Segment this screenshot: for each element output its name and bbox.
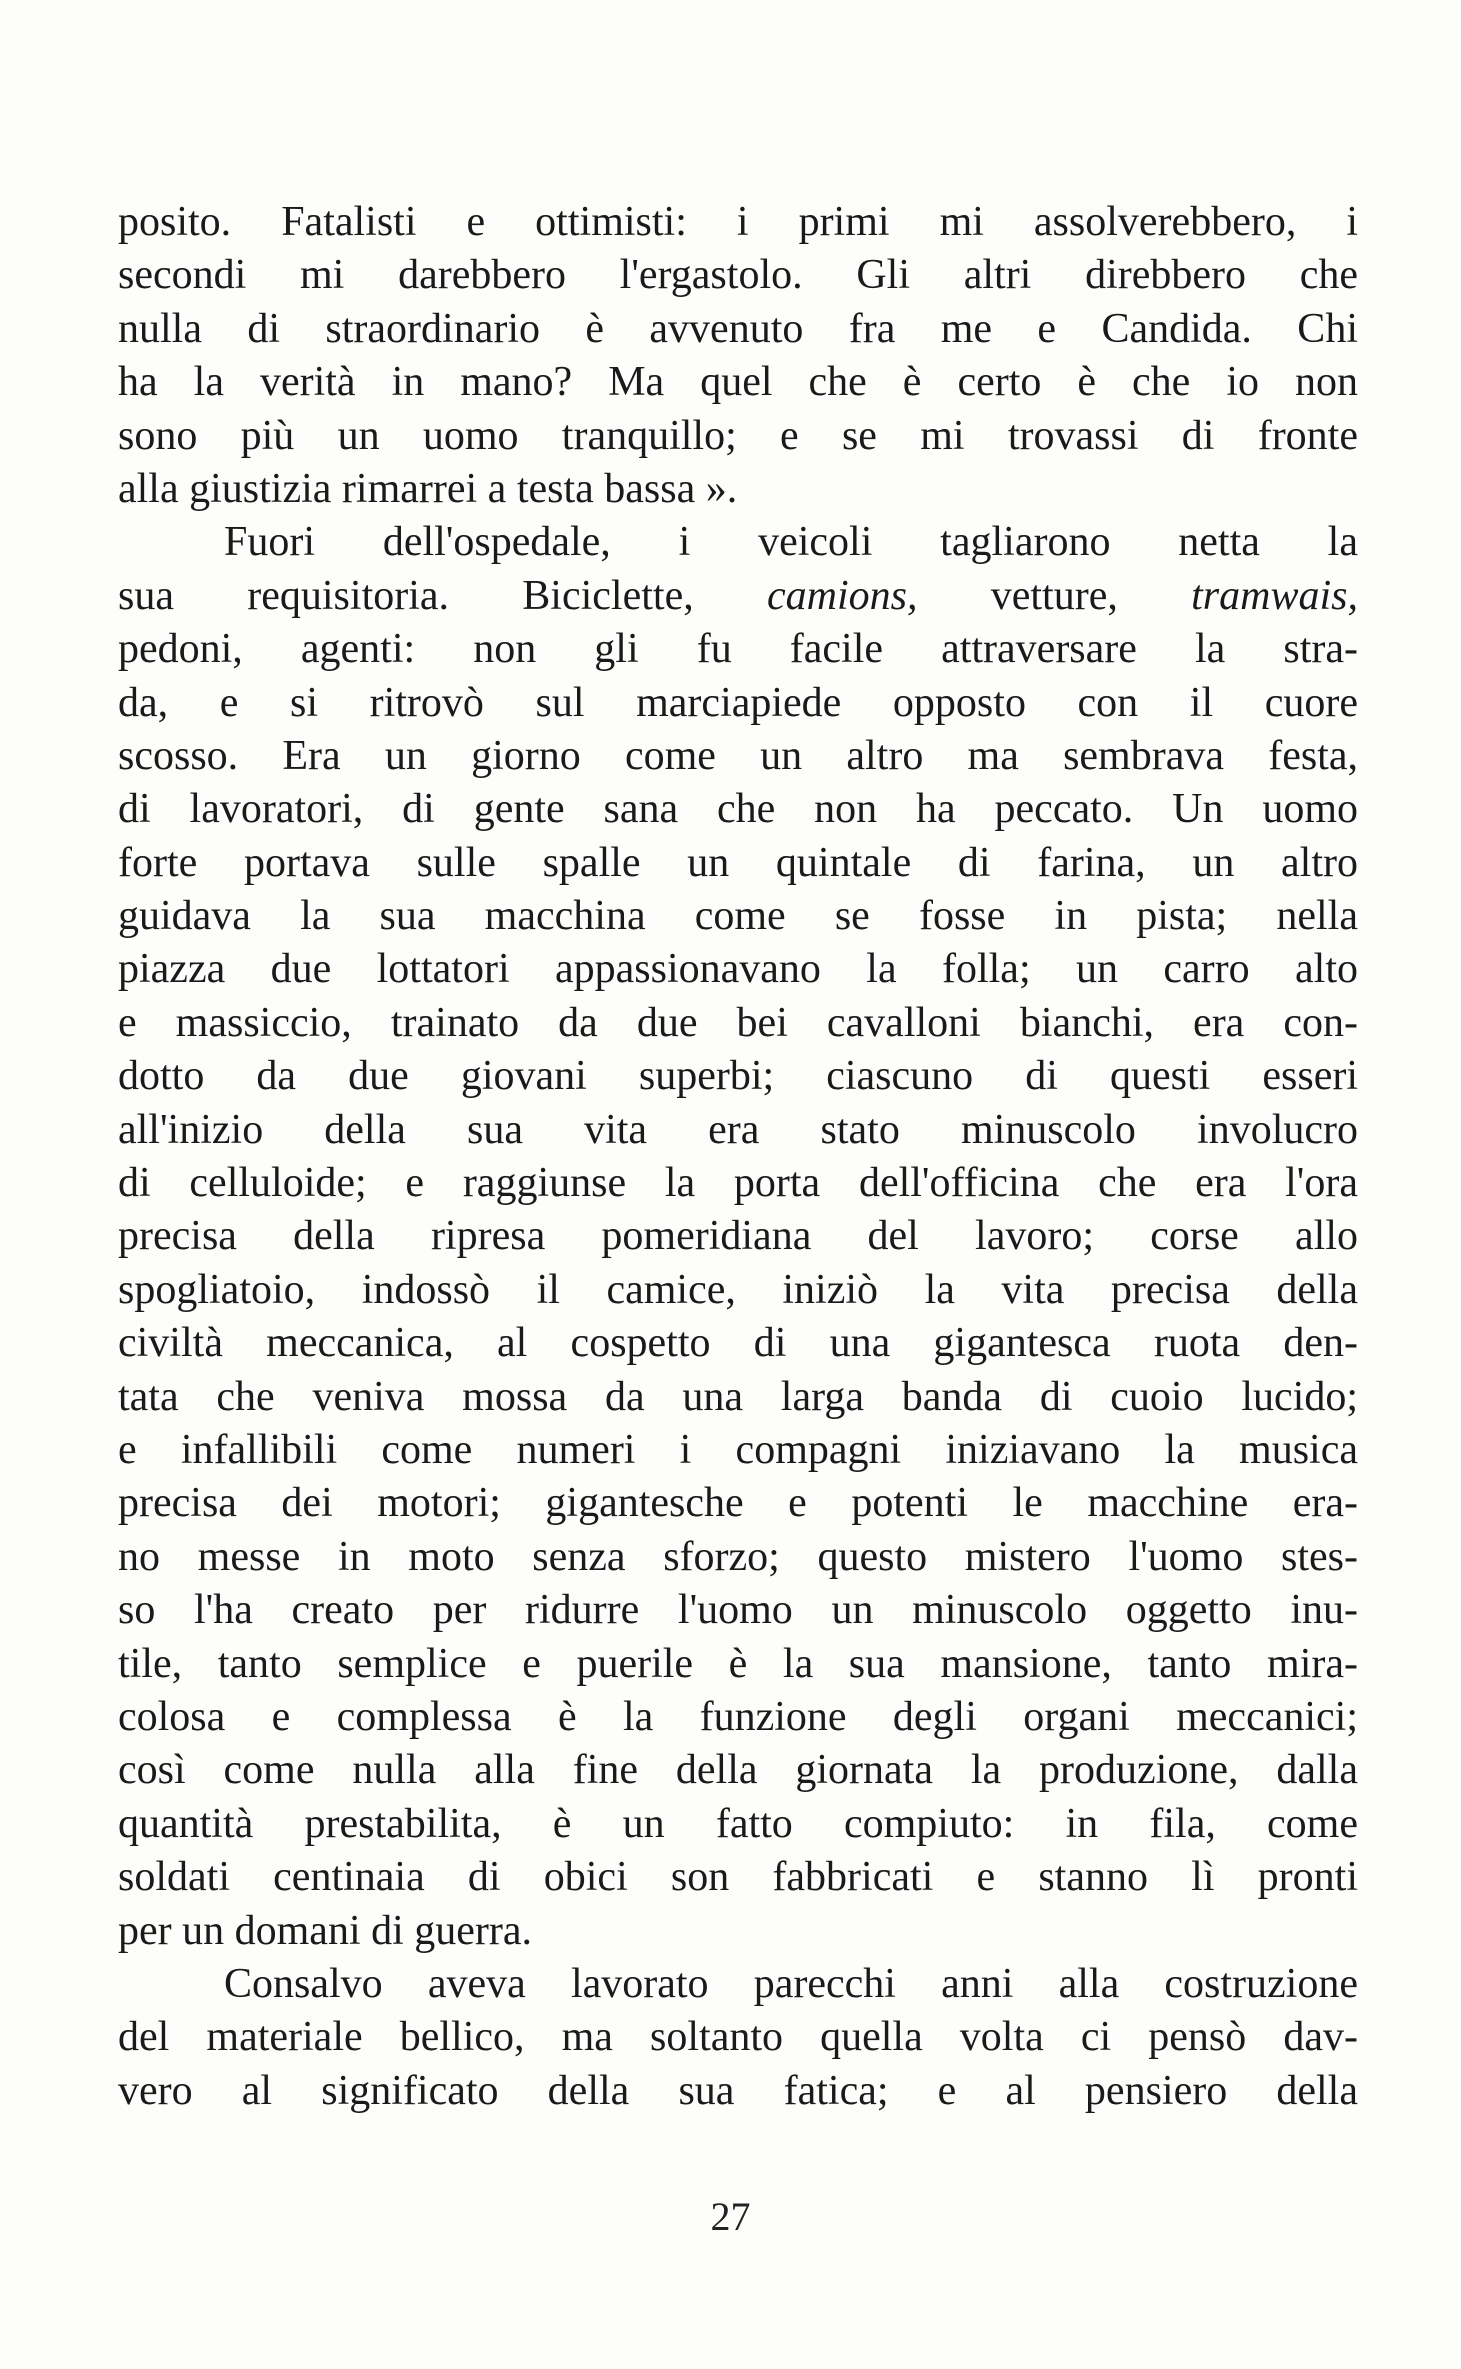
text-line: tata che veniva mossa da una larga banda di cuoio lucido;: [118, 1373, 1358, 1420]
text-fragment: vetture,: [917, 572, 1192, 619]
text-line: così come nulla alla fine della giornata la produzione, dalla: [118, 1747, 1358, 1794]
text-line: nulla di straordinario è avvenuto fra me e Candida. Chi: [118, 305, 1358, 352]
text-line: per un domani di guerra.: [118, 1907, 533, 1954]
text-line: pedoni, agenti: non gli fu facile attraversare la stra-: [118, 626, 1358, 673]
text-line: posito. Fatalisti e ottimisti: i primi mi assolverebbero, i: [118, 199, 1358, 245]
text-line: del materiale bellico, ma soltanto quella volta ci pensò dav-: [118, 2014, 1358, 2061]
text-line: piazza due lottatori appassionavano la folla; un carro alto: [118, 946, 1358, 993]
text-line: alla giustizia rimarrei a testa bassa ».: [118, 465, 738, 512]
text-line: dotto da due giovani superbi; ciascuno di questi esseri: [118, 1053, 1358, 1100]
text-line: quantità prestabilita, è un fatto compiuto: in fila, come: [118, 1800, 1358, 1847]
text-line: di lavoratori, di gente sana che non ha peccato. Un uomo: [118, 786, 1358, 833]
text-line: all'inizio della sua vita era stato minuscolo involucro: [118, 1106, 1358, 1153]
text-line: precisa della ripresa pomeridiana del lavoro; corse allo: [118, 1213, 1358, 1260]
text-line: civiltà meccanica, al cospetto di una gigantesca ruota den-: [118, 1320, 1358, 1367]
text-line: sono più un uomo tranquillo; e se mi trovassi di fronte: [118, 412, 1358, 459]
italic-word: tramwais,: [1191, 572, 1358, 619]
body-text: [118, 196, 1358, 2118]
text-line: forte portava sulle spalle un quintale di farina, un altro: [118, 839, 1358, 886]
text-line: no messe in moto senza sforzo; questo mistero l'uomo stes-: [118, 1533, 1358, 1580]
text-line: [118, 570, 1358, 623]
text-line: ha la verità in mano? Ma quel che è certo è che io non: [118, 359, 1358, 406]
text-fragment: sua requisitoria. Biciclette,: [118, 572, 767, 619]
text-line: soldati centinaia di obici son fabbricati e stanno lì pronti: [118, 1854, 1358, 1901]
text-line: e massiccio, trainato da due bei cavalloni bianchi, era con-: [118, 999, 1358, 1046]
text-line: secondi mi darebbero l'ergastolo. Gli altri direbbero che: [118, 252, 1358, 299]
page-number: 27: [710, 2194, 751, 2239]
paragraph-start-line: Consalvo aveva lavorato parecchi anni alla costruzione: [224, 1960, 1358, 2007]
text-line: scosso. Era un giorno come un altro ma sembrava festa,: [118, 732, 1358, 779]
paragraph-start-line: Fuori dell'ospedale, i veicoli tagliarono netta la: [224, 519, 1358, 566]
text-line: vero al significato della sua fatica; e al pensiero della: [118, 2067, 1358, 2114]
italic-word: camions,: [766, 572, 918, 619]
text-line: colosa e complessa è la funzione degli organi meccanici;: [118, 1693, 1358, 1740]
text-line: precisa dei motori; gigantesche e potenti le macchine era-: [118, 1480, 1358, 1527]
text-line: da, e si ritrovò sul marciapiede opposto con il cuore: [118, 679, 1358, 726]
text-line: so l'ha creato per ridurre l'uomo un minuscolo oggetto inu-: [118, 1587, 1358, 1634]
text-line: di celluloide; e raggiunse la porta dell'officina che era l'ora: [118, 1160, 1358, 1207]
text-line: tile, tanto semplice e puerile è la sua mansione, tanto mira-: [118, 1640, 1358, 1687]
text-line: e infallibili come numeri i compagni iniziavano la musica: [118, 1426, 1358, 1473]
text-line: guidava la sua macchina come se fosse in pista; nella: [118, 893, 1358, 940]
text-line: spogliatoio, indossò il camice, iniziò la vita precisa della: [118, 1266, 1358, 1313]
